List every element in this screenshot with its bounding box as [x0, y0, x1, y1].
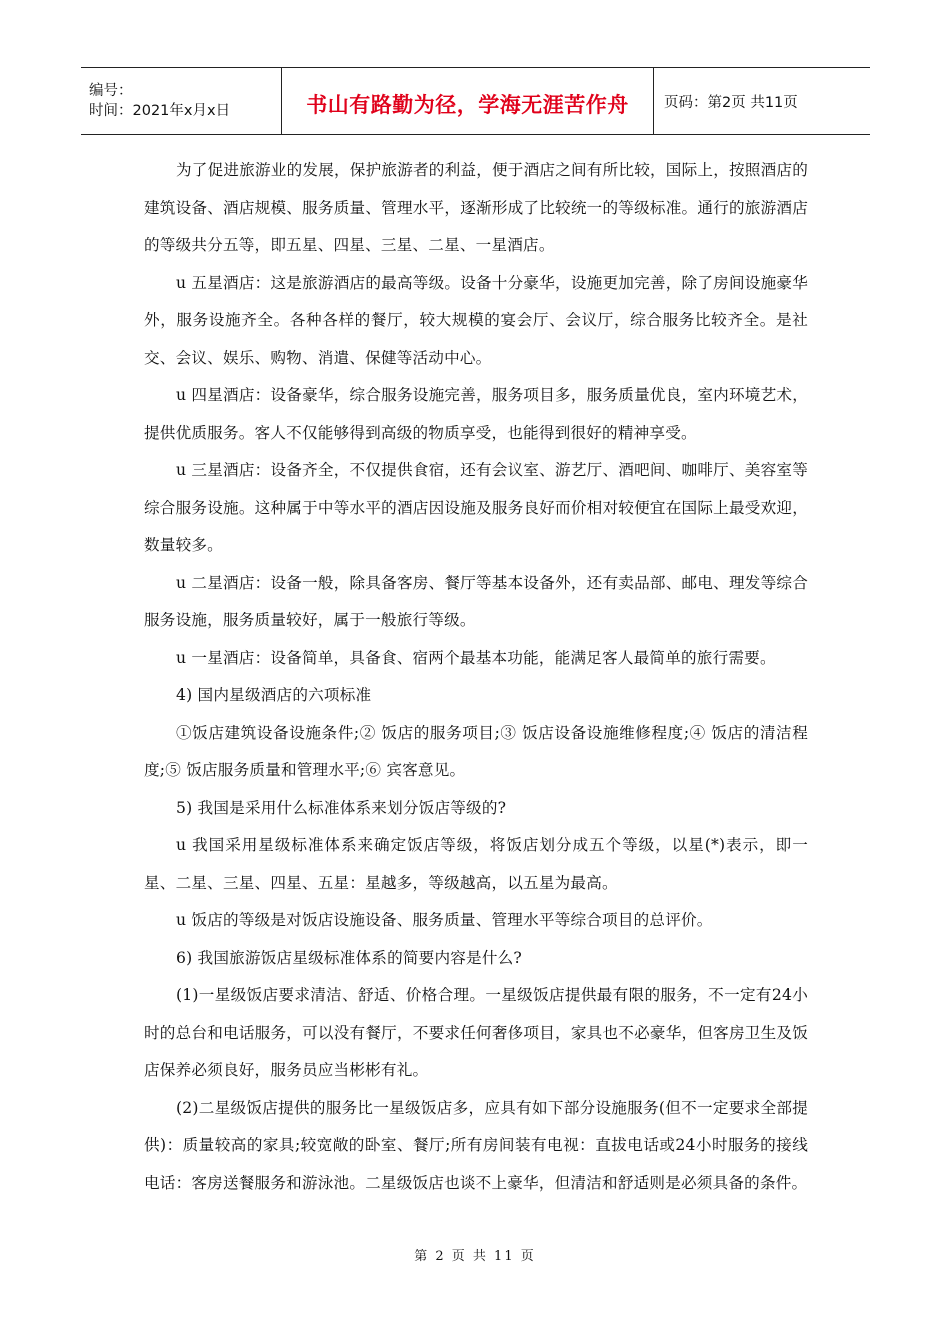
section-heading: 6) 我国旅游饭店星级标准体系的简要内容是什么? [176, 948, 522, 967]
header-motto: 书山有路勤为径，学海无涯苦作舟 [306, 93, 629, 117]
body-paragraph: ①饭店建筑设备设施条件;② 饭店的服务项目;③ 饭店设备设施维修程度;④ 饭店的清洁程度;⑤ 饭店服务质量和管理水平;⑥ 宾客意见。 [144, 723, 808, 779]
page-footer: 第 2 页 共 11 页 [414, 1249, 536, 1264]
section-heading: 4) 国内星级酒店的六项标准 [176, 686, 372, 704]
body-paragraph: u 五星酒店：这是旅游酒店的最高等级。设备十分豪华，设施更加完善，除了房间设施豪华外，服务设施齐全。各种各样的餐厅，较大规模的宴会厅、会议厅，综合服务比较齐全。是社交、会议、娱乐、购物、消遣、保健等活动中心。 [144, 273, 808, 367]
body-paragraph: u 二星酒店：设备一般，除具备客房、餐厅等基本设备外，还有卖品部、邮电、理发等综合服务设施，服务质量较好，属于一般旅行等级。 [144, 573, 808, 629]
body-paragraph: u 一星酒店：设备简单，具备食、宿两个最基本功能，能满足客人最简单的旅行需要。 [176, 648, 776, 667]
body-paragraph: u 我国采用星级标准体系来确定饭店等级，将饭店划分成五个等级，以星(*)表示，即一星、二星、三星、四星、五星：星越多，等级越高，以五星为最高。 [144, 836, 808, 892]
header-motto-cell [282, 68, 654, 134]
body-paragraph: u 四星酒店：设备豪华，综合服务设施完善，服务项目多，服务质量优良，室内环境艺术，提供优质服务。客人不仅能够得到高级的物质享受，也能得到很好的精神享受。 [144, 386, 808, 442]
page-header-table [81, 67, 870, 135]
body-paragraph: u 饭店的等级是对饭店设施设备、服务质量、管理水平等综合项目的总评价。 [176, 911, 713, 929]
document-code-label: 编号： [89, 83, 133, 99]
body-paragraph: (2)二星级饭店提供的服务比一星级饭店多，应具有如下部分设施服务(但不一定要求全部提供)：质量较高的家具;较宽敞的卧室、餐厅;所有房间装有电视：直拔电话或24小时服务的接线电话：客房送餐服务和游泳池。二星级饭店也谈不上豪华，但清洁和舒适则是必须具备的条件。 [144, 1098, 808, 1192]
header-page-info: 页码：第2页 共11页 [664, 94, 798, 111]
section-heading: 5) 我国是采用什么标准体系来划分饭店等级的? [176, 798, 507, 817]
document-body [144, 152, 808, 1202]
body-paragraph: u 三星酒店：设备齐全，不仅提供食宿，还有会议室、游艺厅、酒吧间、咖啡厅、美容室等综合服务设施。这种属于中等水平的酒店因设施及服务良好而价相对较便宜在国际上最受欢迎，数量较多。 [144, 461, 808, 554]
body-paragraph: (1)一星级饭店要求清洁、舒适、价格合理。一星级饭店提供最有限的服务，不一定有24小时的总台和电话服务，可以没有餐厅，不要求任何奢侈项目，家具也不必豪华，但客房卫生及饭店保养必须良好，服务员应当彬彬有礼。 [144, 986, 808, 1079]
document-date-label: 时间：2021年x月x日 [89, 103, 231, 119]
header-page-cell [654, 68, 870, 134]
body-paragraph: 为了促进旅游业的发展，保护旅游者的利益，便于酒店之间有所比较，国际上，按照酒店的建筑设备、酒店规模、服务质量、管理水平，逐渐形成了比较统一的等级标准。通行的旅游酒店的等级共分五等，即五星、四星、三星、二星、一星酒店。 [144, 161, 808, 254]
header-meta-cell [81, 68, 282, 134]
